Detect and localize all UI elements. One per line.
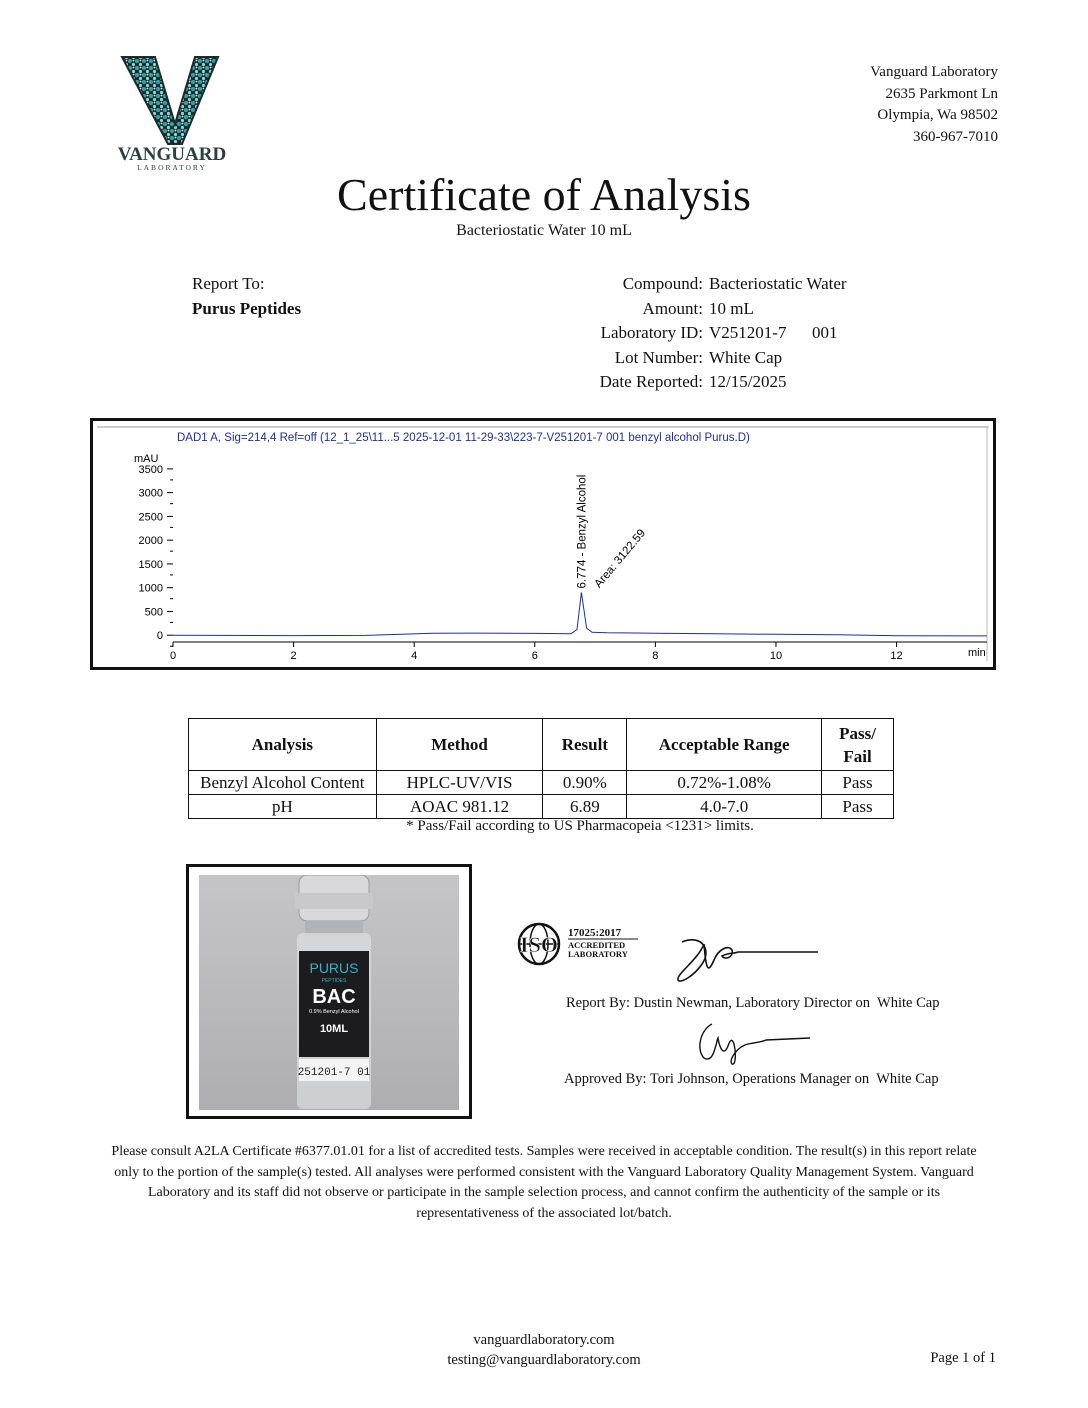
results-table [188, 718, 894, 819]
vial-volume: 10ML [319, 1023, 349, 1035]
cell-range: 4.0-7.0 [627, 795, 822, 819]
sample-photo-frame [186, 864, 472, 1119]
vial-brand: PURUS [309, 960, 359, 976]
vanguard-logo [100, 52, 250, 172]
detail-label: Laboratory ID: [600, 323, 703, 342]
cell-result: 6.89 [543, 795, 627, 819]
x-tick-label: 4 [411, 650, 418, 662]
logo-tag: LABORATORY [137, 163, 207, 172]
x-tick-label: 2 [290, 650, 297, 662]
x-tick-label: 8 [652, 650, 659, 662]
detail-row [540, 370, 847, 395]
peak-label: 6.774 - Benzyl Alcohol [576, 474, 589, 589]
report-to-block [192, 272, 301, 321]
address-line: Vanguard Laboratory [870, 64, 998, 80]
client-name: Purus Peptides [192, 298, 302, 318]
peak-area-label: Area: 3122.59 [592, 527, 649, 591]
manager-signature [692, 1016, 812, 1068]
chart-title: DAD1 A, Sig=214,4 Ref=off (12_1_25\11...5 2025-12-01 11-29-33\223-7-V251201-7 001 benzyl alcohol Purus.D) [177, 432, 750, 444]
approved-by-date: White Cap [876, 1071, 939, 1087]
page-title: Certificate of Analysis [337, 169, 751, 220]
detail-label: Lot Number: [614, 347, 703, 367]
x-tick-label: 6 [531, 650, 538, 662]
detail-value: 10 mL [709, 298, 754, 318]
x-axis-unit: min [968, 647, 986, 659]
page-subtitle: Bacteriostatic Water 10 mL [456, 222, 632, 239]
iso-accredited: ACCREDITED [568, 940, 626, 950]
x-tick-label: 12 [890, 650, 903, 662]
y-tick-label: 0 [156, 630, 163, 643]
detail-row [540, 272, 847, 297]
y-tick-label: 2500 [138, 511, 163, 524]
iso-text: ISO [520, 932, 558, 957]
iso-laboratory: LABORATORY [568, 949, 628, 959]
vial-product: BAC [312, 986, 356, 1008]
header-pass: Pass/ [839, 723, 876, 743]
iso-standard: 17025:2017 [568, 927, 622, 939]
approved-by-text: Approved By: Tori Johnson, Operations Manager on [564, 1071, 870, 1087]
iso-accreditation-mark [514, 920, 644, 968]
detail-label: Compound: [622, 274, 703, 293]
cell-result: 0.90% [543, 771, 627, 795]
table-row [189, 771, 894, 795]
chromatogram-trace [173, 592, 987, 636]
detail-value: 12/15/2025 [709, 372, 787, 391]
cell-method: AOAC 981.12 [376, 795, 543, 819]
y-tick-label: 3500 [138, 463, 163, 476]
header-fail: Fail [843, 746, 872, 766]
vial-desc: 0.9% Benzyl Alcohol [309, 1009, 359, 1015]
chromatogram-chart [93, 421, 993, 667]
director-signature [672, 930, 822, 990]
detail-row [540, 321, 847, 346]
chart-ticks [139, 464, 903, 662]
report-by-date: White Cap [877, 995, 940, 1011]
sample-photo [199, 875, 459, 1110]
detail-label: Date Reported: [599, 372, 703, 391]
table-footnote: * Pass/Fail according to US Pharmacopeia <1231> limits. [406, 818, 754, 834]
detail-value: White Cap [709, 347, 783, 367]
cell-analysis: pH [189, 795, 377, 819]
header-range: Acceptable Range [627, 719, 822, 771]
footer-email: testing@vanguardlaboratory.com [447, 1352, 641, 1368]
cell-range: 0.72%-1.08% [627, 771, 822, 795]
header-analysis: Analysis [189, 719, 377, 771]
y-tick-label: 1000 [138, 582, 163, 595]
report-to-label: Report To: [192, 274, 265, 293]
address-line: 360-967-7010 [913, 128, 998, 145]
cell-pass: Pass [822, 795, 894, 819]
table-row [189, 795, 894, 819]
disclaimer-text: Please consult A2LA Certificate #6377.01.01 for a list of accredited tests. Samples were received in acceptable condition. The result(s) in this report relate only to the portion of the sample(s) tested. All analyses were performed consistent with the Vanguard Laboratory Quality Management System. Vanguard Laboratory and its staff did not observe or participate in the sample selection process, and cannot confirm the authenticity of the sample or its representativeness of the associated lot/batch. [111, 1144, 977, 1221]
detail-row [540, 346, 847, 371]
vial-illustration [199, 875, 459, 1110]
y-tick-label: 3000 [138, 487, 163, 500]
lab-address [870, 62, 998, 148]
address-line: Olympia, Wa 98502 [877, 107, 998, 123]
footer-website: vanguardlaboratory.com [473, 1332, 615, 1348]
page-number: Page 1 of 1 [930, 1350, 996, 1366]
detail-value: V251201-7 001 [709, 323, 838, 342]
detail-value: Bacteriostatic Water [709, 274, 847, 293]
cell-pass: Pass [822, 771, 894, 795]
header-result: Result [543, 719, 627, 771]
sample-details [540, 272, 847, 395]
address-line: 2635 Parkmont Ln [885, 85, 998, 102]
footer-contact [0, 1330, 1088, 1370]
chromatogram-frame [90, 418, 996, 670]
y-tick-label: 2000 [138, 535, 163, 548]
detail-label: Amount: [642, 298, 703, 318]
y-tick-label: 500 [144, 606, 163, 619]
header-pass-fail [822, 719, 894, 771]
x-tick-label: 10 [769, 650, 783, 662]
vial-lot: 251201-7 01 [297, 1067, 371, 1079]
vial-brand-sub: PEPTIDES [321, 978, 347, 984]
report-by-text: Report By: Dustin Newman, Laboratory Director on [566, 995, 871, 1011]
header-method: Method [376, 719, 543, 771]
cell-analysis: Benzyl Alcohol Content [189, 771, 377, 795]
detail-row [540, 297, 847, 322]
logo-name: VANGUARD [117, 144, 227, 165]
y-tick-label: 1500 [138, 558, 163, 571]
x-tick-label: 0 [169, 650, 177, 662]
cell-method: HPLC-UV/VIS [376, 771, 543, 795]
approved-by-line [564, 1071, 939, 1088]
report-by-line [566, 995, 939, 1012]
y-axis-unit: mAU [134, 453, 159, 465]
table-header-row [189, 719, 894, 771]
